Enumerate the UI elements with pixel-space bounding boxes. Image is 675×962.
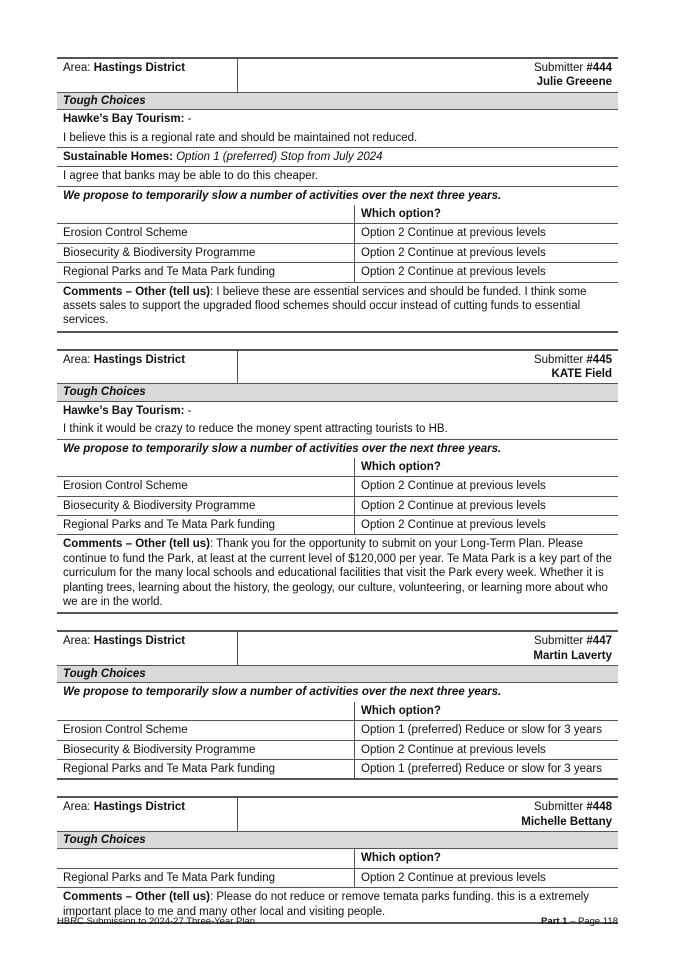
area-value: Hastings District	[93, 353, 186, 366]
submission-header	[57, 630, 618, 666]
activity-cell: Regional Parks and Te Mata Park funding	[63, 871, 276, 884]
submission-header	[57, 57, 618, 93]
homes-comment: I agree that banks may be able to do this cheaper.	[57, 167, 618, 186]
comments-text: : Thank you for the opportunity to submit on your Long-Term Plan. Please continue to fund the Park, at least at the current level of $120,000 per year. Te Mata Park is a key part of the curriculum for the many local schools and educational facilities that visit the Park every week. Whether it is planting trees, learning about the history, the geology, our culture, volunteering, or learning more about who we are in the world.	[63, 538, 612, 608]
section-band: Tough Choices	[57, 384, 618, 401]
submission-448	[57, 796, 618, 924]
tourism-comment: I believe this is a regional rate and should be maintained not reduced.	[57, 129, 618, 148]
submitter-cell	[238, 632, 618, 665]
which-option-header: Which option?	[354, 205, 618, 223]
tourism-value: -	[184, 404, 192, 417]
activity-cell: Biosecurity & Biodiversity Programme	[63, 743, 256, 756]
section-band: Tough Choices	[57, 93, 618, 110]
submitter-label: Submitter	[533, 62, 587, 74]
area-label: Area:	[63, 62, 94, 74]
choice-cell: Option 2 Continue at previous levels	[354, 497, 618, 515]
submitter-cell	[238, 798, 618, 831]
submission-header	[57, 796, 618, 832]
submission-header	[57, 349, 618, 385]
options-header-row	[57, 849, 618, 868]
which-option-header: Which option?	[354, 458, 618, 476]
choice-cell: Option 1 (preferred) Reduce or slow for 3 years	[354, 721, 618, 739]
activity-cell: Regional Parks and Te Mata Park funding	[63, 519, 276, 531]
homes-value: Option 1 (preferred) Stop from July 2024	[172, 150, 383, 163]
which-option-header: Which option?	[354, 702, 618, 720]
footer-page-number: – Page 118	[567, 916, 618, 927]
area-label: Area:	[63, 353, 94, 366]
comments-text: : Please do not reduce or remove temata parks funding. this is a extremely important place to me and many other local and visiting people.	[63, 891, 590, 918]
table-row	[57, 224, 618, 243]
choice-cell: Option 2 Continue at previous levels	[354, 244, 618, 262]
footer-page	[541, 916, 618, 928]
choice-cell: Option 1 (preferred) Reduce or slow for 3 years	[354, 760, 618, 778]
activity-cell: Regional Parks and Te Mata Park funding	[63, 762, 276, 775]
section-band: Tough Choices	[57, 832, 618, 849]
submitter-number: #444	[586, 62, 612, 74]
area-cell	[57, 798, 238, 831]
options-header-row	[57, 458, 618, 477]
comments-label: Comments – Other (tell us)	[63, 285, 210, 298]
homes-heading	[57, 148, 618, 167]
tourism-heading	[57, 402, 618, 420]
submission-445	[57, 349, 618, 615]
comments-row	[57, 535, 618, 614]
submitter-name: KATE Field	[551, 368, 612, 380]
activity-cell: Erosion Control Scheme	[63, 480, 188, 493]
choice-cell: Option 2 Continue at previous levels	[354, 224, 618, 242]
area-cell	[57, 59, 238, 92]
tourism-heading	[57, 110, 618, 128]
comments-label: Comments – Other (tell us)	[63, 538, 210, 551]
submitter-number: #448	[586, 801, 612, 814]
area-label: Area:	[63, 635, 94, 648]
area-value: Hastings District	[93, 635, 186, 648]
activity-cell: Biosecurity & Biodiversity Programme	[63, 499, 256, 512]
options-header-row	[57, 702, 618, 721]
submitter-label: Submitter	[533, 353, 587, 366]
submitter-number: #445	[586, 353, 612, 366]
tourism-label: Hawke’s Bay Tourism:	[63, 113, 185, 126]
submitter-cell	[238, 351, 618, 384]
tourism-label: Hawke’s Bay Tourism:	[63, 404, 185, 417]
comments-row	[57, 283, 618, 333]
document-page	[57, 57, 618, 924]
submitter-name: Michelle Bettany	[521, 815, 612, 828]
activity-cell: Erosion Control Scheme	[63, 227, 188, 240]
comments-label: Comments – Other (tell us)	[63, 891, 210, 904]
submitter-number: #447	[586, 635, 612, 648]
area-value: Hastings District	[93, 801, 186, 814]
proposal-heading: We propose to temporarily slow a number of activities over the next three years.	[63, 189, 502, 202]
proposal-heading: We propose to temporarily slow a number of activities over the next three years.	[63, 686, 502, 699]
tourism-comment: I think it would be crazy to reduce the money spent attracting tourists to HB.	[57, 420, 618, 439]
submitter-cell	[238, 59, 618, 92]
submission-447	[57, 630, 618, 780]
area-cell	[57, 632, 238, 665]
table-row	[57, 477, 618, 496]
submitter-name: Julie Greeene	[536, 76, 612, 89]
tourism-value: -	[184, 113, 192, 126]
choice-cell: Option 2 Continue at previous levels	[354, 869, 618, 887]
table-row	[57, 741, 618, 760]
footer-part: Part 1	[541, 916, 568, 927]
table-row	[57, 869, 618, 888]
table-row	[57, 760, 618, 780]
table-row	[57, 497, 618, 516]
homes-label: Sustainable Homes:	[63, 150, 173, 163]
page-footer	[57, 916, 618, 928]
submission-444	[57, 57, 618, 333]
activity-cell: Erosion Control Scheme	[63, 724, 188, 737]
table-row	[57, 263, 618, 282]
section-band: Tough Choices	[57, 666, 618, 683]
table-row	[57, 244, 618, 263]
choice-cell: Option 2 Continue at previous levels	[354, 516, 618, 534]
proposal-heading: We propose to temporarily slow a number of activities over the next three years.	[63, 442, 502, 455]
which-option-header: Which option?	[354, 849, 618, 867]
activity-cell: Regional Parks and Te Mata Park funding	[63, 266, 276, 279]
options-header-row	[57, 205, 618, 224]
submitter-label: Submitter	[533, 801, 587, 814]
table-row	[57, 516, 618, 535]
choice-cell: Option 2 Continue at previous levels	[354, 263, 618, 281]
area-value: Hastings District	[93, 62, 186, 74]
table-row	[57, 721, 618, 740]
comments-text: : I believe these are essential services and should be funded. I think some assets sales to support the upgraded flood schemes should occur instead of cutting funds to essential services.	[63, 285, 587, 327]
choice-cell: Option 2 Continue at previous levels	[354, 477, 618, 495]
area-label: Area:	[63, 801, 94, 814]
choice-cell: Option 2 Continue at previous levels	[354, 741, 618, 759]
area-cell	[57, 351, 238, 384]
submitter-name: Martin Laverty	[533, 649, 612, 662]
submitter-label: Submitter	[533, 635, 587, 648]
activity-cell: Biosecurity & Biodiversity Programme	[63, 246, 256, 259]
footer-title: HBRC Submission to 2024-27 Three-Year Plan	[57, 916, 256, 927]
